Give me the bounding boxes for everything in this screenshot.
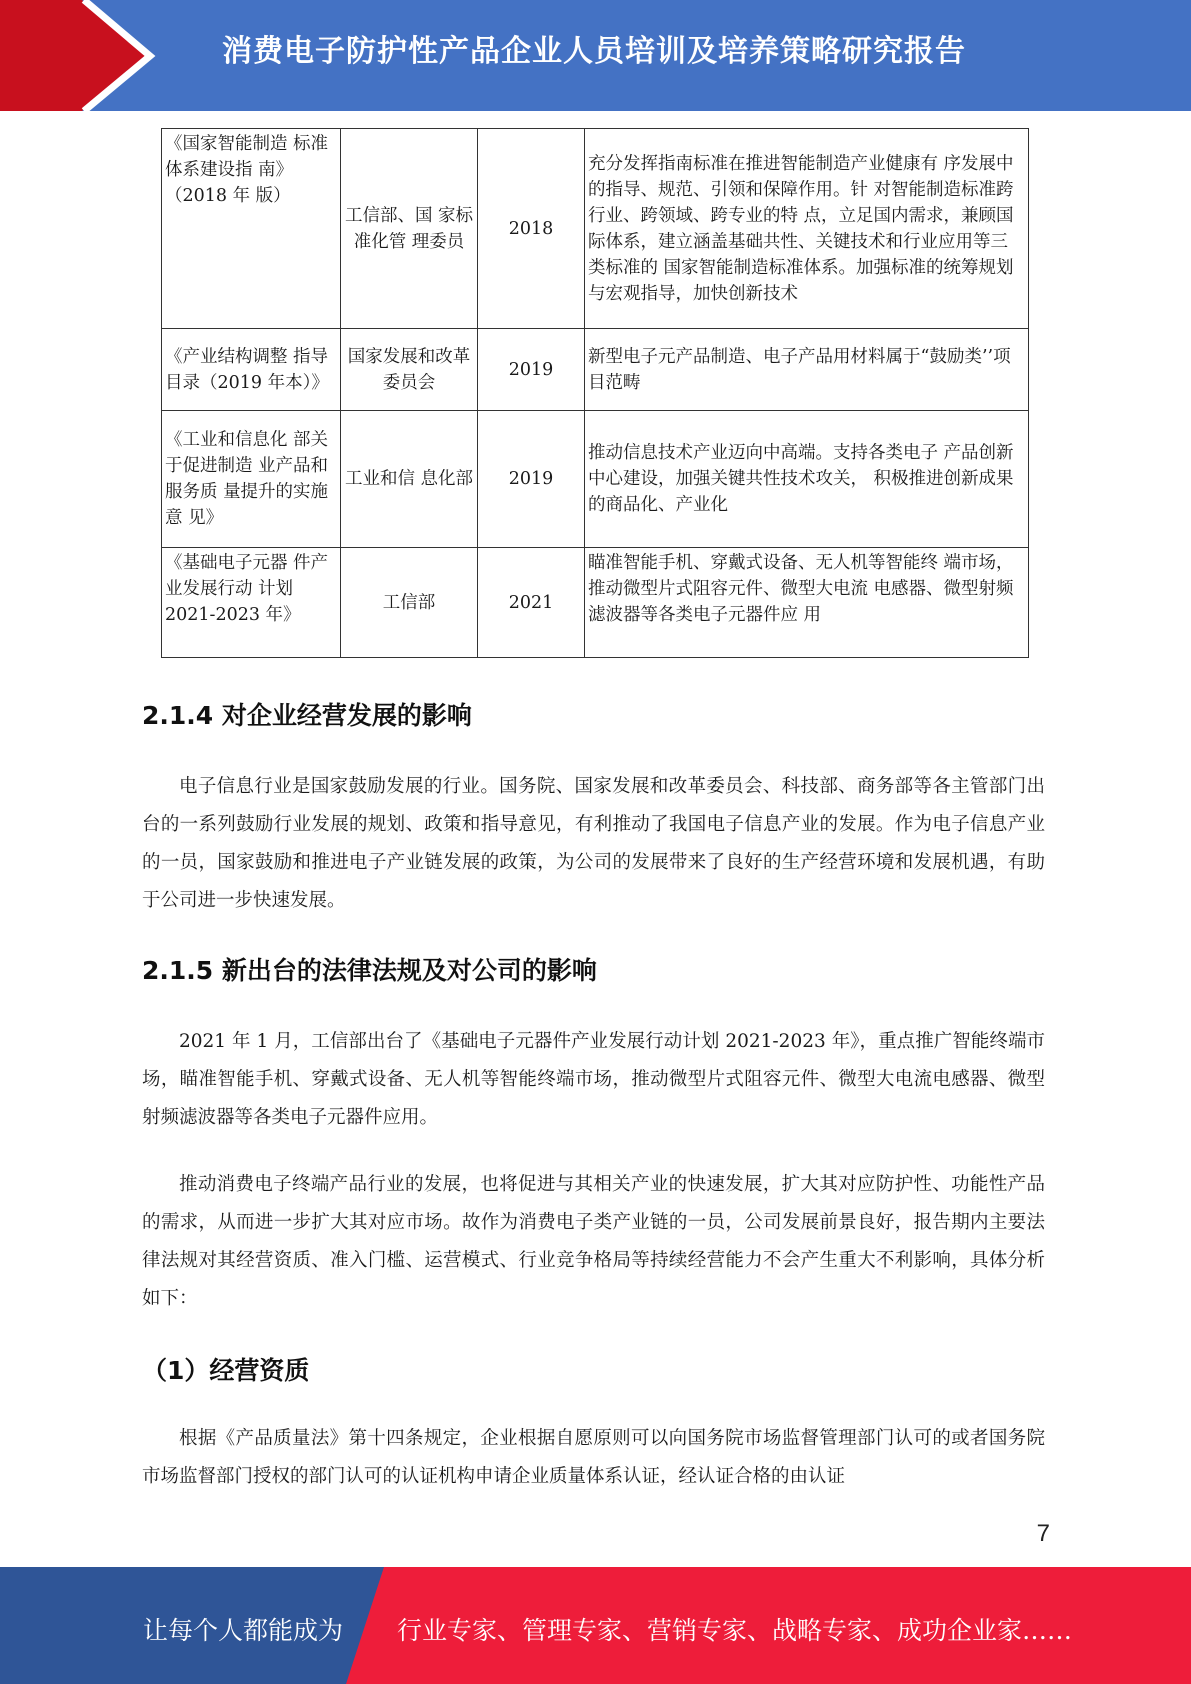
subsection-business-qualification-paragraph: 根据《产品质量法》第十四条规定，企业根据自愿原则可以向国务院市场监督管理部门认可的或者国务院市场监督部门授权的部门认可的认证机构申请企业质量体系认证，经认证合格的由认证 [142,1428,1045,1487]
page-header [0,0,1191,111]
header-title: 消费电子防护性产品企业人员培训及培养策略研究报告 [222,34,966,69]
page-number: 7 [1036,1520,1050,1547]
policy-name-cell: 《国家智能制造 标准体系建设指 南》（2018 年 版） [162,129,341,329]
policy-department-cell: 工信部 [341,548,478,658]
page-footer [0,1567,1191,1684]
policy-department-cell: 工信部、国 家标准化管 理委员 [341,129,478,329]
policy-name-cell: 《基础电子元器 件产业发展行动 计划 2021-2023 年》 [162,548,341,658]
footer-slogan-right: 行业专家、管理专家、营销专家、战略专家、成功企业家…… [397,1616,1073,1645]
policy-description-cell: 充分发挥指南标准在推进智能制造产业健康有 序发展中的指导、规范、引领和保障作用。针 对智能制造标准跨行业、跨领域、跨专业的特 点，立足国内需求，兼顾国际体系，建立涵盖基础共性、关键技术和行业应用等三类标准的 国家智能制造标准体系。加强标准的统筹规划 与宏观指导，加快创新技术 [585,129,1029,329]
section-2-1-5-paragraph-1: 2021 年 1 月，工信部出台了《基础电子元器件产业发展行动计划 2021-2023 年》，重点推广智能终端市场，瞄准智能手机、穿戴式设备、无人机等智能终端市场，推动微型片式阻容元件、微型大电流电感器、微型射频滤波器等各类电子元器件应用。 [142,1031,1045,1128]
table-row [162,129,1029,329]
policy-year-cell: 2021 [478,548,585,658]
table-row [162,548,1029,658]
footer-slogan-left: 让每个人都能成为 [143,1616,344,1645]
section-2-1-4-paragraph: 电子信息行业是国家鼓励发展的行业。国务院、国家发展和改革委员会、科技部、商务部等各主管部门出台的一系列鼓励行业发展的规划、政策和指导意见，有利推动了我国电子信息产业的发展。作为电子信息产业的一员，国家鼓励和推进电子产业链发展的政策，为公司的发展带来了良好的生产经营环境和发展机遇，有助于公司进一步快速发展。 [142,776,1045,911]
section-heading-2-1-4: 2.1.4 对企业经营发展的影响 [142,701,472,730]
table-row [162,411,1029,548]
policy-year-cell: 2019 [478,411,585,548]
subsection-heading-business-qualification: （1）经营资质 [142,1356,310,1385]
section-heading-2-1-5: 2.1.5 新出台的法律法规及对公司的影响 [142,956,597,985]
table-row [162,329,1029,411]
policy-name-cell: 《工业和信息化 部关于促进制造 业产品和服务质 量提升的实施意 见》 [162,411,341,548]
policy-year-cell: 2019 [478,329,585,411]
policy-description-cell: 瞄准智能手机、穿戴式设备、无人机等智能终 端市场，推动微型片式阻容元件、微型大电流 电感器、微型射频滤波器等各类电子元器件应 用 [585,548,1029,658]
policy-table [161,128,1029,658]
policy-description-cell: 新型电子元产品制造、电子产品用材料属于“鼓励类’’项目范畴 [585,329,1029,411]
policy-department-cell: 国家发展和改革委员会 [341,329,478,411]
policy-department-cell: 工业和信 息化部 [341,411,478,548]
section-2-1-5-paragraph-2: 推动消费电子终端产品行业的发展，也将促进与其相关产业的快速发展，扩大其对应防护性、功能性产品的需求，从而进一步扩大其对应市场。故作为消费电子类产业链的一员，公司发展前景良好，报告期内主要法律法规对其经营资质、准入门槛、运营模式、行业竞争格局等持续经营能力不会产生重大不利影响，具体分析如下： [142,1174,1045,1309]
policy-year-cell: 2018 [478,129,585,329]
policy-name-cell: 《产业结构调整 指导目录（2019 年本）》 [162,329,341,411]
policy-description-cell: 推动信息技术产业迈向中高端。支持各类电子 产品创新中心建设，加强关键共性技术攻关， 积极推进创新成果的商品化、产业化 [585,411,1029,548]
